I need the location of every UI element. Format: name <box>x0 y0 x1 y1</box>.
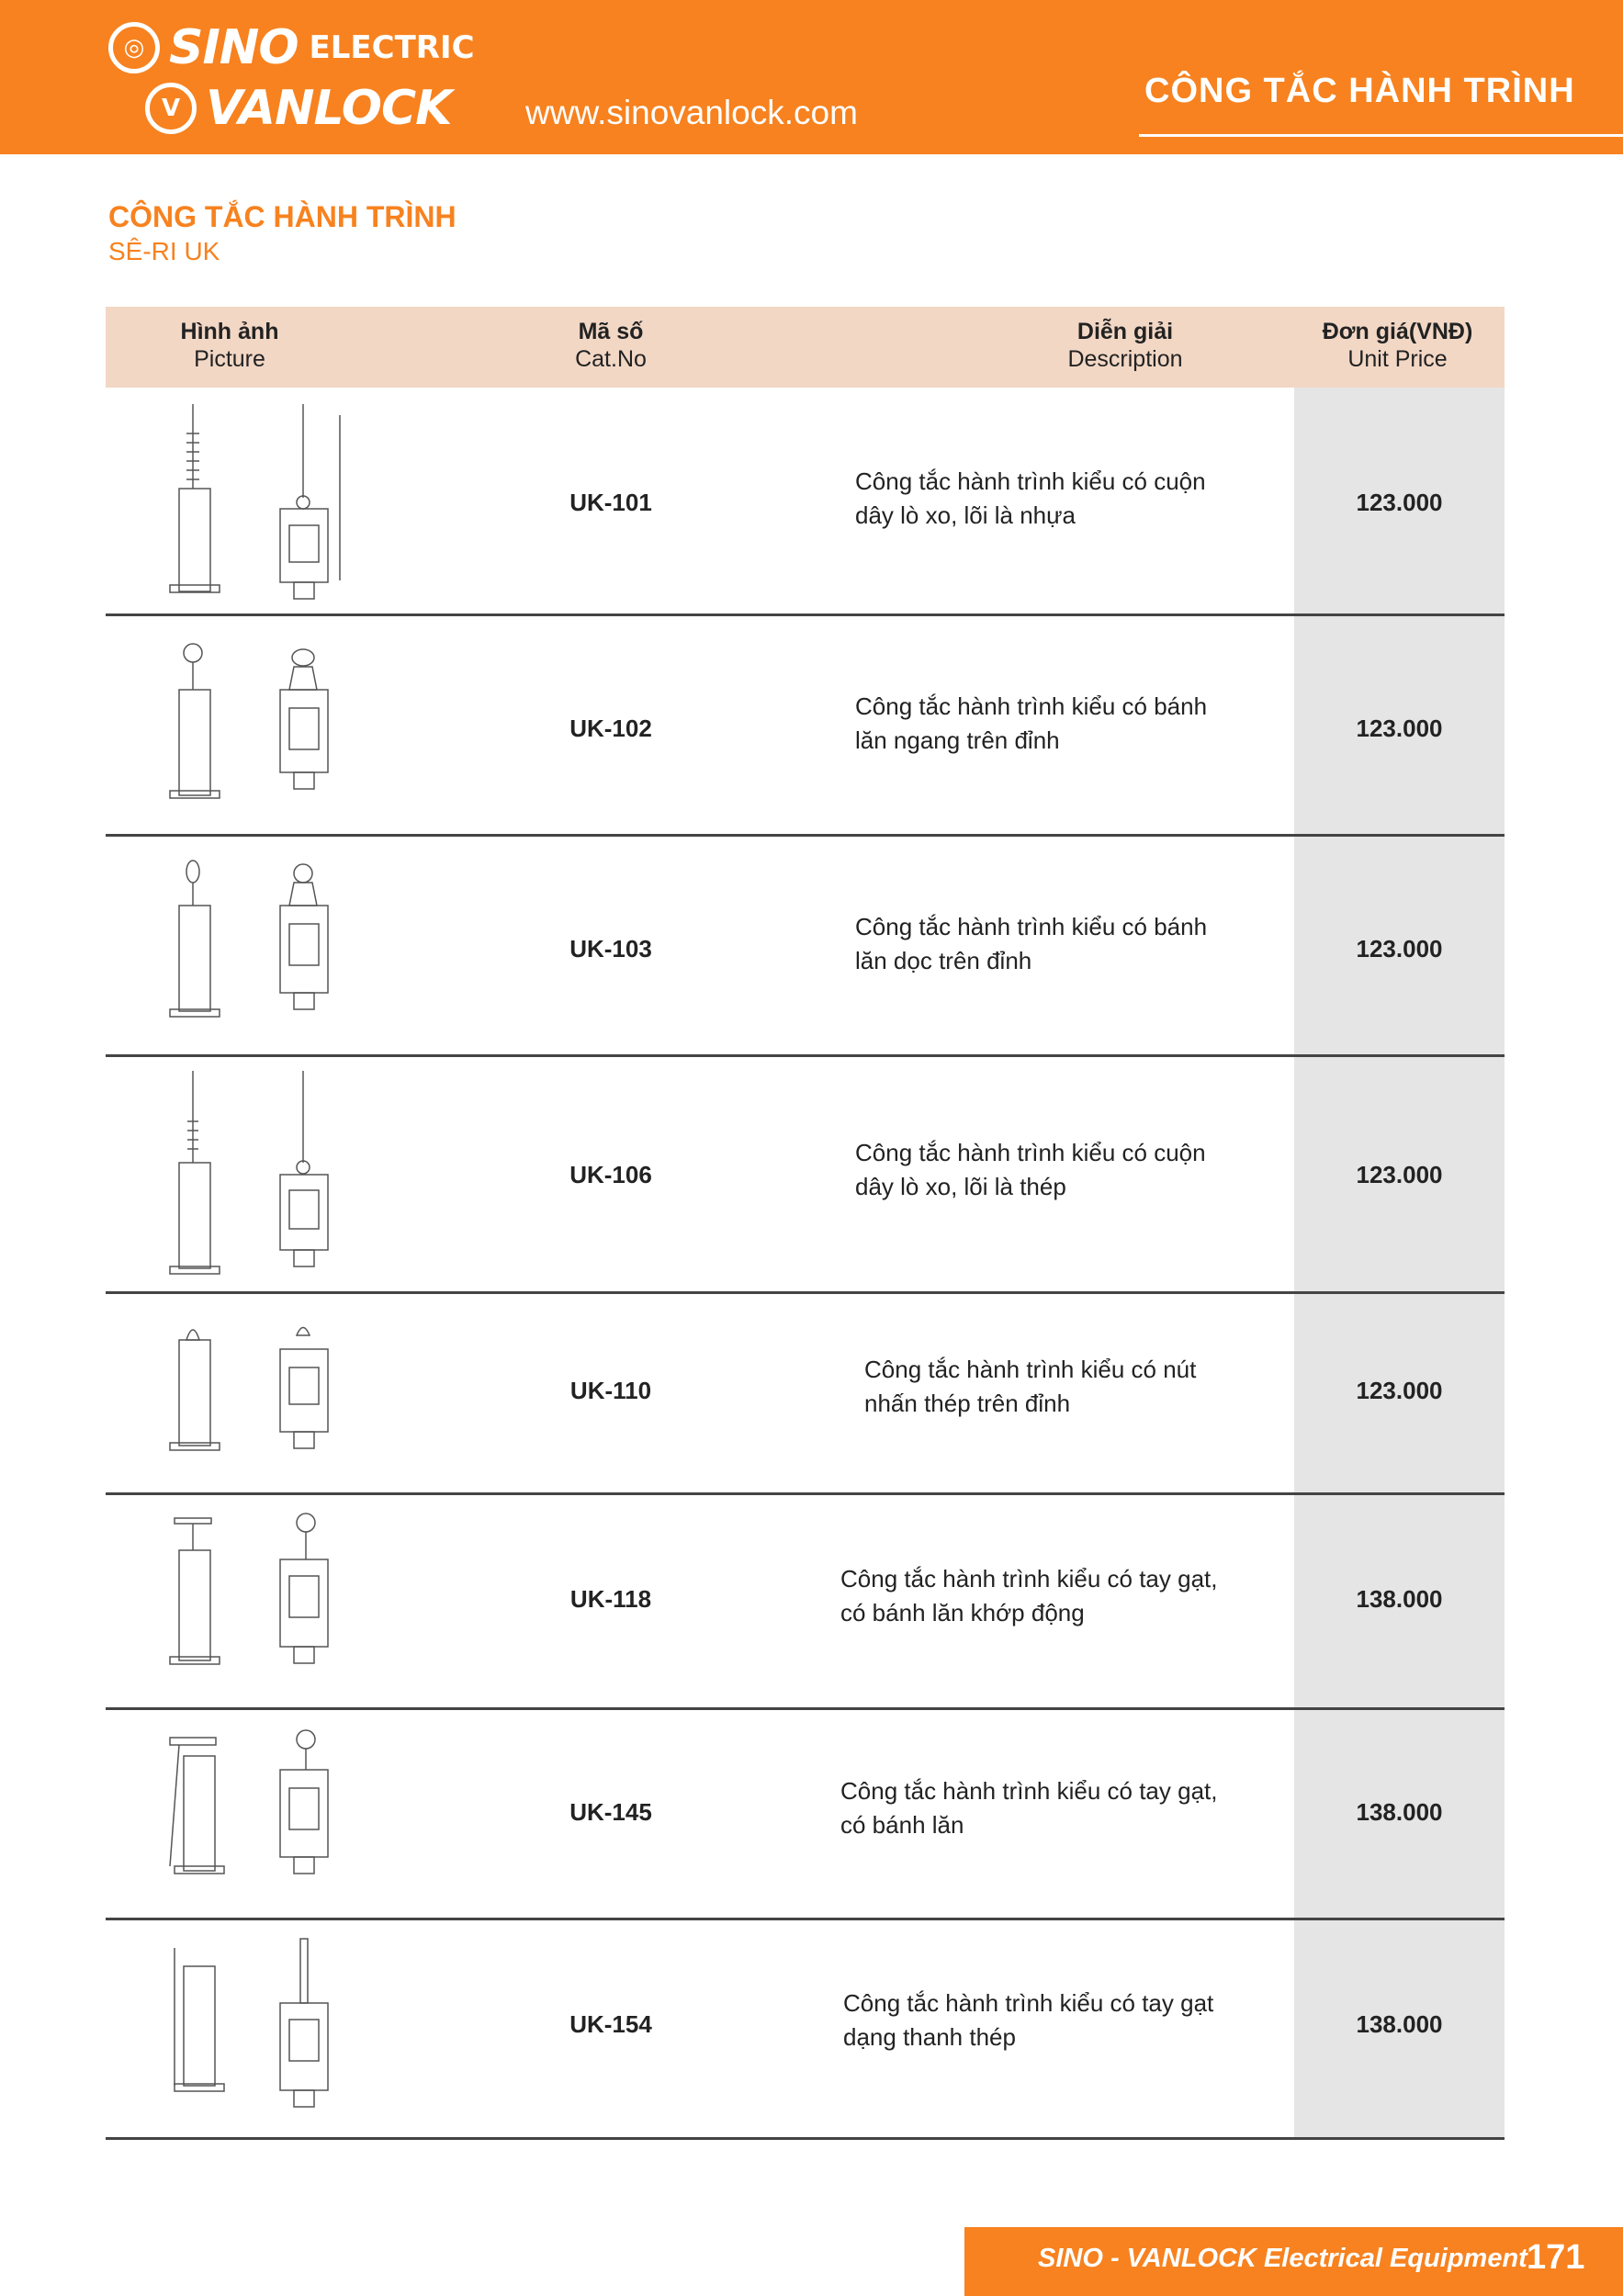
description-line-2: có bánh lăn khớp động <box>840 1599 1085 1626</box>
description <box>855 465 1241 533</box>
unit-price: 123.000 <box>1356 489 1443 516</box>
cat-number: UK-154 <box>569 2010 652 2038</box>
page-footer <box>964 2227 1623 2296</box>
header-description-en: Description <box>1067 346 1183 372</box>
description <box>840 1562 1245 1630</box>
description-line-2: có bánh lăn <box>840 1811 964 1839</box>
header-picture-en: Picture <box>194 346 265 372</box>
page-number: 171 <box>1527 2238 1585 2277</box>
description-line-1: Công tắc hành trình kiểu có cuộn <box>855 467 1206 495</box>
switch-drawing-image <box>142 1719 354 1908</box>
description-line-2: lăn dọc trên đỉnh <box>855 947 1032 974</box>
table-row <box>106 1495 1505 1710</box>
unit-price: 138.000 <box>1356 1585 1443 1613</box>
vanlock-logo <box>145 81 451 136</box>
switch-drawing-image <box>142 1303 354 1483</box>
header-description <box>914 318 1336 373</box>
description-line-2: nhấn thép trên đỉnh <box>864 1390 1071 1417</box>
header-description-vi: Diễn giải <box>1076 319 1174 344</box>
unit-price: 123.000 <box>1356 935 1443 962</box>
section-subtitle: SÊ-RI UK <box>108 237 220 265</box>
cat-number: UK-103 <box>569 935 652 962</box>
description <box>864 1353 1250 1421</box>
header-title: CÔNG TẮC HÀNH TRÌNH <box>1144 72 1575 110</box>
table-row <box>106 1294 1505 1495</box>
logo-vanlock-text: VANLOCK <box>206 81 452 136</box>
description-line-1: Công tắc hành trình kiểu có tay gạt <box>843 1989 1214 2017</box>
header-price-vi: Đơn giá(VNĐ) <box>1322 319 1473 344</box>
switch-drawing-image <box>142 625 354 825</box>
description-line-2: lăn ngang trên đỉnh <box>855 726 1060 754</box>
cat-number: UK-110 <box>569 1377 652 1404</box>
cat-number: UK-106 <box>569 1161 652 1188</box>
header-divider <box>1139 134 1623 137</box>
cat-number: UK-102 <box>569 715 652 742</box>
unit-price: 138.000 <box>1356 1798 1443 1826</box>
switch-drawing-image <box>142 846 354 1045</box>
header-price-en: Unit Price <box>1347 346 1448 372</box>
page-header <box>0 0 1623 154</box>
header-price <box>1291 318 1505 373</box>
cat-number: UK-118 <box>569 1585 652 1613</box>
description-line-1: Công tắc hành trình kiểu có tay gạt, <box>840 1565 1218 1593</box>
description <box>840 1774 1245 1842</box>
website-url: www.sinovanlock.com <box>525 94 858 131</box>
table-row <box>106 1920 1505 2140</box>
footer-brand-text: SINO - VANLOCK Electrical Equipment <box>1038 2244 1527 2273</box>
unit-price: 123.000 <box>1356 1161 1443 1188</box>
cat-number: UK-101 <box>569 489 652 516</box>
table-header <box>106 307 1505 388</box>
price-table <box>106 307 1505 2051</box>
header-picture-vi: Hình ảnh <box>180 319 279 344</box>
description-line-2: dạng thanh thép <box>843 2023 1016 2051</box>
header-catno-en: Cat.No <box>575 346 647 372</box>
description-line-1: Công tắc hành trình kiểu có bánh <box>855 692 1208 720</box>
logo-sino-text: SINO <box>169 20 299 75</box>
description <box>855 1136 1241 1204</box>
switch-drawing-image <box>142 1504 354 1698</box>
switch-drawing-image <box>142 1930 354 2128</box>
table-row <box>106 1057 1505 1294</box>
unit-price: 123.000 <box>1356 715 1443 742</box>
description <box>855 690 1241 758</box>
table-row <box>106 616 1505 837</box>
header-catno <box>537 318 684 373</box>
description-line-1: Công tắc hành trình kiểu có nút <box>864 1356 1197 1383</box>
description-line-1: Công tắc hành trình kiểu có bánh <box>855 913 1208 940</box>
switch-drawing-image <box>142 397 354 604</box>
cat-number: UK-145 <box>569 1798 652 1826</box>
section-title: CÔNG TẮC HÀNH TRÌNH <box>108 200 456 233</box>
logo-electric-text: ELECTRIC <box>309 29 475 66</box>
globe-icon: ◎ <box>108 22 160 73</box>
sino-electric-logo <box>108 20 475 75</box>
table-row <box>106 388 1505 616</box>
description-line-1: Công tắc hành trình kiểu có tay gạt, <box>840 1777 1218 1805</box>
description-line-1: Công tắc hành trình kiểu có cuộn <box>855 1139 1206 1166</box>
description-line-2: dây lò xo, lõi là nhựa <box>855 501 1076 529</box>
unit-price: 123.000 <box>1356 1377 1443 1404</box>
header-catno-vi: Mã số <box>578 319 644 344</box>
header-picture <box>138 318 321 373</box>
description <box>855 910 1241 978</box>
table-row <box>106 837 1505 1057</box>
switch-drawing-image <box>142 1066 354 1282</box>
vanlock-emblem-icon: V <box>145 83 197 134</box>
table-row <box>106 1710 1505 1920</box>
unit-price: 138.000 <box>1356 2010 1443 2038</box>
description <box>843 1986 1229 2054</box>
description-line-2: dây lò xo, lõi là thép <box>855 1173 1066 1200</box>
